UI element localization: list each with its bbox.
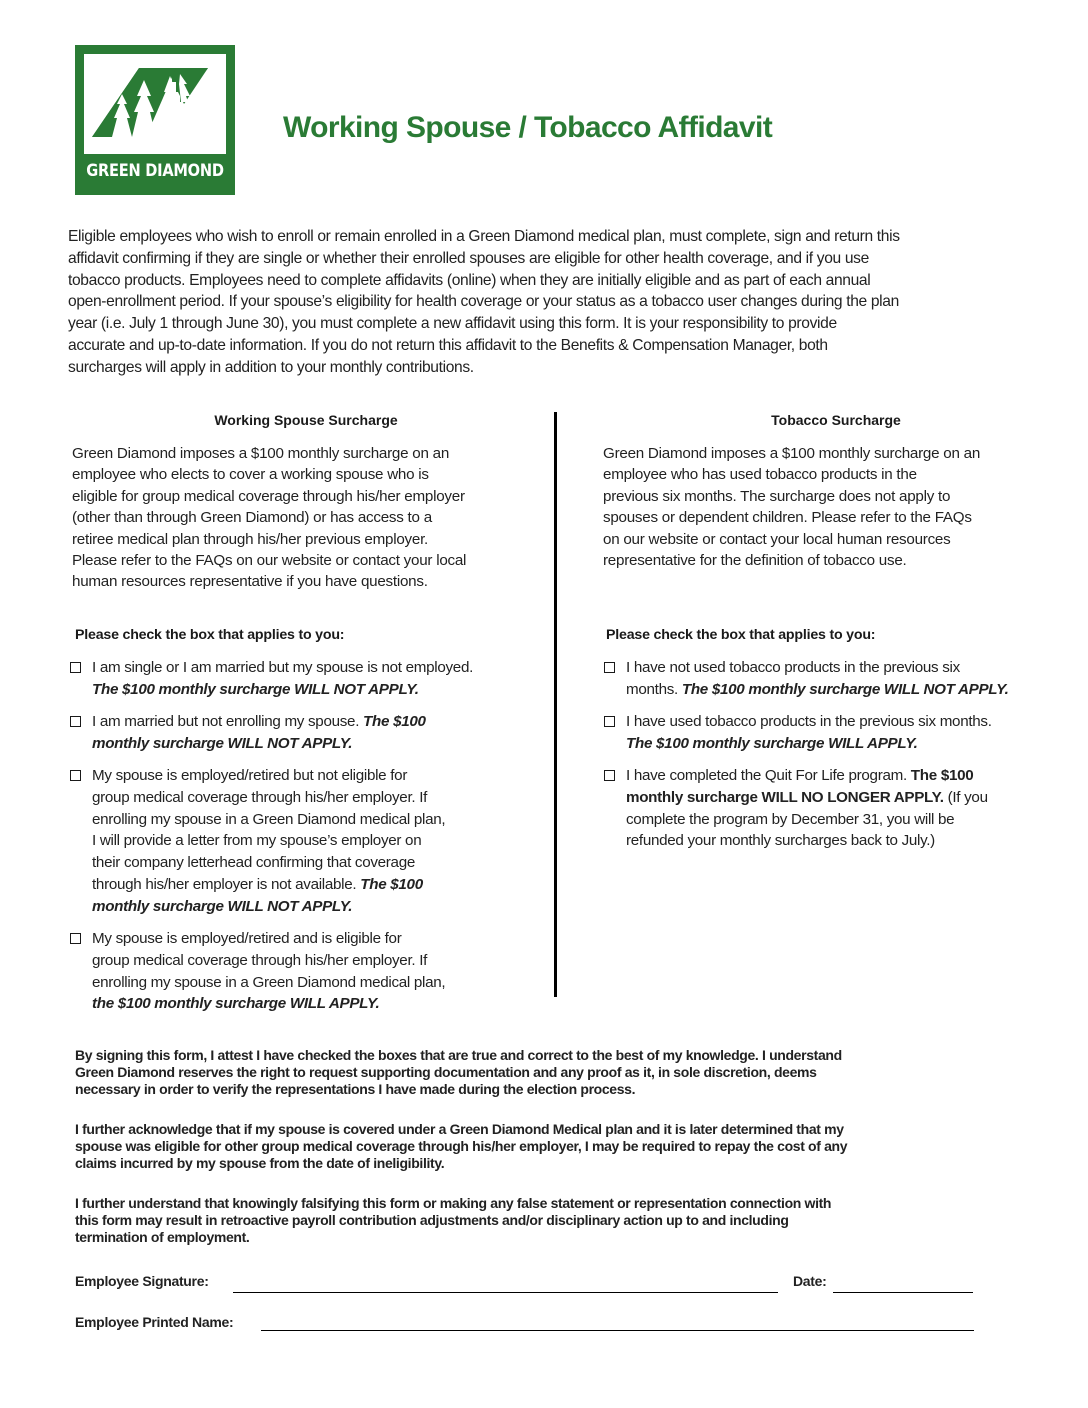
option-emphasis: The $100 xyxy=(360,875,423,893)
legal-line: Green Diamond reserves the right to request supporting documentation and any proof as it, in sole discretion, deems xyxy=(75,1064,817,1081)
option-text: through his/her employer is not available. xyxy=(92,875,361,893)
option-text: enrolling my spouse in a Green Diamond medical plan, xyxy=(92,810,446,828)
option-text: My spouse is employed/retired and is eligible for xyxy=(92,930,402,947)
acknowledgement-paragraph xyxy=(75,1121,995,1173)
legal-line: claims incurred by my spouse from the date of ineligibility. xyxy=(75,1155,445,1172)
working-spouse-check-heading: Please check the box that applies to you: xyxy=(75,627,345,643)
checkbox[interactable] xyxy=(604,716,615,727)
option-emphasis: monthly surcharge WILL NOT APPLY. xyxy=(92,734,353,752)
description-line: Green Diamond imposes a $100 monthly surcharge on an xyxy=(72,445,450,462)
tobacco-check-heading: Please check the box that applies to you: xyxy=(606,627,876,643)
tobacco-description xyxy=(603,443,1073,571)
option-emphasis: The $100 monthly surcharge WILL APPLY. xyxy=(626,734,918,752)
description-line: employee who elects to cover a working spouse who is xyxy=(72,466,429,484)
description-line: (other than through Green Diamond) or has access to a xyxy=(72,509,432,527)
description-line: Green Diamond imposes a $100 monthly surcharge on an xyxy=(603,445,981,462)
legal-line: I further acknowledge that if my spouse is covered under a Green Diamond Medical plan and it is later determined that my xyxy=(75,1121,844,1137)
checkbox[interactable] xyxy=(70,716,81,727)
working-spouse-description xyxy=(72,443,542,593)
checkbox[interactable] xyxy=(70,770,81,781)
option-text: their company letterhead confirming that coverage xyxy=(92,854,415,872)
falsification-paragraph xyxy=(75,1195,995,1247)
option-text: I will provide a letter from my spouse’s employer on xyxy=(92,832,422,850)
logo-mountain-trees-icon xyxy=(84,54,226,154)
printed-name-field[interactable] xyxy=(261,1330,974,1331)
intro-line: open-enrollment period. If your spouse’s eligibility for health coverage or your status as a tobacco user changes during the plan xyxy=(68,293,899,311)
intro-line: year (i.e. July 1 through June 30), you must complete a new affidavit using this form. It is your responsibility to provide xyxy=(68,315,837,333)
legal-line: necessary in order to verify the representations I have made during the election process. xyxy=(75,1081,636,1098)
option-text: I am single or I am married but my spouse is not employed. xyxy=(92,659,474,676)
signature-label: Employee Signature: xyxy=(75,1273,209,1289)
option-emphasis: The $100 monthly surcharge WILL NOT APPLY. xyxy=(681,680,1009,698)
column-divider xyxy=(554,412,557,997)
attestation-paragraph xyxy=(75,1047,995,1099)
option-emphasis: The $100 xyxy=(363,713,426,730)
option-text: My spouse is employed/retired but not eligible for xyxy=(92,767,408,784)
signature-field[interactable] xyxy=(233,1292,778,1293)
legal-line: this form may result in retroactive payroll contribution adjustments and/or disciplinary action up to and including xyxy=(75,1212,789,1229)
intro-line: surcharges will apply in addition to your monthly contributions. xyxy=(68,358,474,376)
option-text: (If you xyxy=(943,788,988,806)
option-text: enrolling my spouse in a Green Diamond medical plan, xyxy=(92,973,446,991)
description-line: retiree medical plan through his/her previous employer. xyxy=(72,530,429,548)
checkbox[interactable] xyxy=(604,662,615,673)
legal-line: I further understand that knowingly falsifying this form or making any false statement or representation connection with xyxy=(75,1195,832,1211)
option-emphasis: monthly surcharge WILL NOT APPLY. xyxy=(92,897,353,915)
intro-line: tobacco products. Employees need to complete affidavits (online) when they are initially eligible and as part of each annual xyxy=(68,271,871,289)
option-text: I have completed the Quit For Life program. xyxy=(626,767,911,784)
intro-line: accurate and up-to-date information. If you do not return this affidavit to the Benefits & Compensation Manager, both xyxy=(68,336,828,354)
legal-line: By signing this form, I attest I have checked the boxes that are true and correct to the best of my knowledge. I understand xyxy=(75,1047,842,1063)
description-line: eligible for group medical coverage through his/her employer xyxy=(72,487,465,505)
option-emphasis: monthly surcharge WILL NO LONGER APPLY. xyxy=(626,788,944,806)
intro-paragraph xyxy=(68,226,1028,379)
option-text: I am married but not enrolling my spouse. xyxy=(92,713,364,730)
option-text: I have not used tobacco products in the previous six xyxy=(626,659,960,676)
checkbox[interactable] xyxy=(604,770,615,781)
tobacco-heading: Tobacco Surcharge xyxy=(771,412,901,428)
option-emphasis: the $100 monthly surcharge WILL APPLY. xyxy=(92,995,380,1013)
option-text: refunded your monthly surcharges back to July.) xyxy=(626,832,935,850)
description-line: on our website or contact your local human resources xyxy=(603,530,951,548)
printed-name-label: Employee Printed Name: xyxy=(75,1314,234,1330)
description-line: representative for the definition of tobacco use. xyxy=(603,552,907,570)
checkbox[interactable] xyxy=(70,662,81,673)
date-label: Date: xyxy=(793,1273,827,1289)
option-text: I have used tobacco products in the previous six months. xyxy=(626,713,992,730)
description-line: human resources representative if you have questions. xyxy=(72,573,428,591)
description-line: employee who has used tobacco products in the xyxy=(603,466,917,484)
intro-line: affidavit confirming if they are single or whether their enrolled spouses are eligible for other health coverage, and if you use xyxy=(68,249,869,267)
description-line: Please refer to the FAQs on our website or contact your local xyxy=(72,552,467,570)
working-spouse-heading: Working Spouse Surcharge xyxy=(214,412,398,428)
option-text: group medical coverage through his/her employer. If xyxy=(92,788,428,806)
logo-wordmark: GREEN DIAMOND xyxy=(86,161,224,181)
legal-line: termination of employment. xyxy=(75,1229,250,1246)
page-title: Working Spouse / Tobacco Affidavit xyxy=(283,111,773,144)
option-text: group medical coverage through his/her employer. If xyxy=(92,951,428,969)
intro-line: Eligible employees who wish to enroll or remain enrolled in a Green Diamond medical plan, must complete, sign and return this xyxy=(68,228,900,245)
option-text: months. xyxy=(626,680,682,698)
description-line: previous six months. The surcharge does not apply to xyxy=(603,487,951,505)
checkbox[interactable] xyxy=(70,933,81,944)
option-emphasis: The $100 xyxy=(910,767,974,784)
legal-line: spouse was eligible for other group medical coverage through his/her employer, I may be required to repay the cost of any xyxy=(75,1138,848,1155)
description-line: spouses or dependent children. Please refer to the FAQs xyxy=(603,509,972,527)
option-emphasis: The $100 monthly surcharge WILL NOT APPLY. xyxy=(92,680,419,698)
option-text: complete the program by December 31, you will be xyxy=(626,810,955,828)
date-field[interactable] xyxy=(833,1292,973,1293)
green-diamond-logo xyxy=(75,45,235,195)
